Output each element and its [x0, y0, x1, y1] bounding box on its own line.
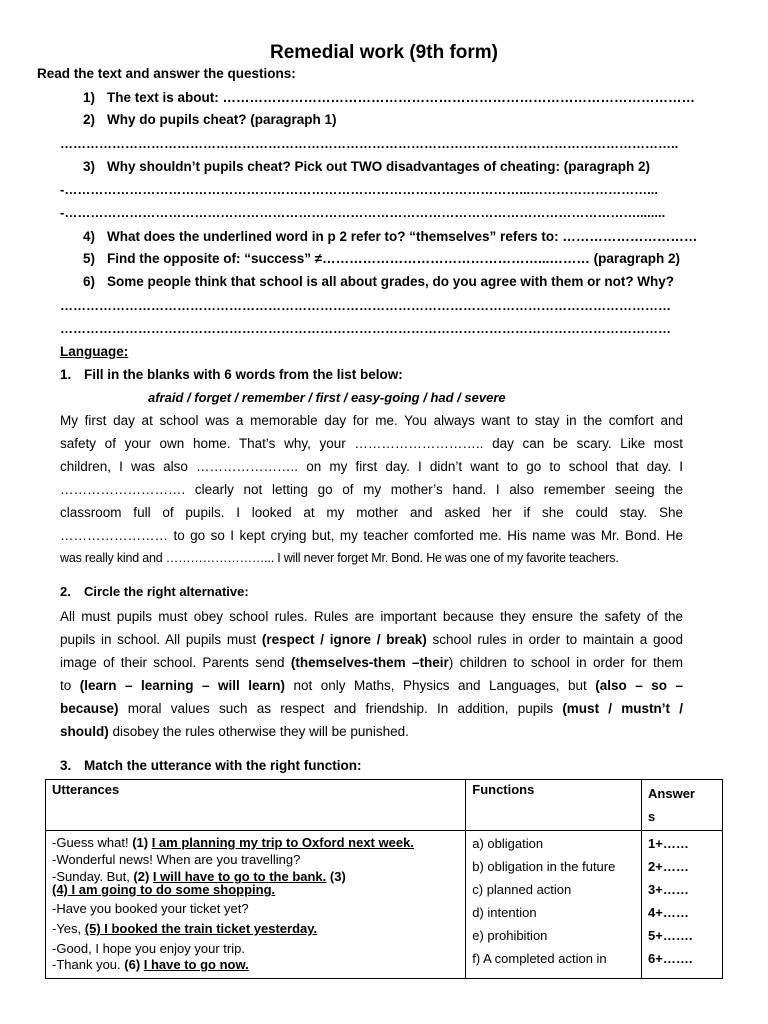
utterance-line: (4) I am going to do some shopping. [52, 882, 276, 897]
question-6: 6) Some people think that school is all about grades, do you agree with them or not? Why? [83, 274, 675, 289]
text-line: children, I was also ………………….. on my first day. I didn’t want to go to school that day. I [60, 459, 683, 474]
question-1: 1) The text is about: …………………………………………………………………………………………… [83, 90, 696, 105]
function-item: f) A completed action in [472, 951, 607, 966]
alternatives[interactable]: (respect / ignore / break) [261, 632, 427, 647]
exercise-3-heading: 3. Match the utterance with the right function: [60, 758, 362, 773]
exercise-1-text [60, 409, 683, 570]
alternatives[interactable]: (must / mustn’t / [562, 701, 684, 716]
text-line: should) disobey the rules otherwise they will be punished. [60, 724, 409, 739]
answer-line-q6b[interactable]: …………………………………………………………………………………………………………………………… [60, 321, 671, 336]
text-line: All must pupils must obey school rules. Rules are important because they ensure the safety of the [60, 609, 683, 624]
functions-cell [466, 831, 642, 979]
function-item: c) planned action [472, 882, 572, 897]
text-line: classroom full of pupils. I looked at my mother and asked her if she could stay. She [60, 505, 683, 520]
answer-line-q3a[interactable]: -……………………………………………………………………………………………...………………………... [60, 182, 658, 197]
answer-slot[interactable]: 6+……. [648, 951, 693, 966]
answer-slot[interactable]: 2+…… [648, 859, 689, 874]
text-line: was really kind and ……………………... I will never forget Mr. Bond. He was one of my favorite teachers. [60, 551, 619, 565]
function-item: e) prohibition [472, 928, 548, 943]
text-line: My first day at school was a memorable day for me. You always want to stay in the comfort and [60, 413, 683, 428]
utterance-line: -Have you booked your ticket yet? [52, 901, 249, 916]
function-item: a) obligation [472, 836, 544, 851]
language-heading: Language: [60, 344, 129, 359]
alternatives[interactable]: (learn – learning – will learn) [79, 678, 285, 693]
header-functions: Functions [466, 780, 642, 831]
text-line: …………………… to go so I kept crying but, my teacher comforted me. His name was Mr. Bond. He [60, 528, 683, 543]
text-line: ………………………. clearly not letting go of my mother’s hand. I also remember seeing the [60, 482, 683, 497]
alternatives[interactable]: should) [60, 724, 109, 739]
answer-line-q3b[interactable]: -……………………………………………………………………………………………………………………........ [60, 205, 666, 220]
utterances-cell [46, 831, 466, 979]
utterance-line: -Wonderful news! When are you travelling? [52, 852, 301, 867]
utterance-line: -Thank you. (6) I have to go now. [52, 957, 249, 972]
answer-slot[interactable]: 5+……. [648, 928, 693, 943]
page-title: Remedial work (9th form) [269, 42, 499, 63]
question-2: 2) Why do pupils cheat? (paragraph 1) [83, 112, 337, 127]
alternatives[interactable]: (themselves-them –their [290, 655, 449, 670]
text-line: because) moral values such as respect and friendship. In addition, pupils (must / mustn’t / [60, 701, 684, 716]
exercise-2-text [60, 605, 683, 743]
answer-slot[interactable]: 4+…… [648, 905, 689, 920]
text-line: safety of your own home. That’s why, your ……………………….. day can be scary. Like most [60, 436, 683, 451]
function-item: d) intention [472, 905, 537, 920]
question-4: 4) What does the underlined word in p 2 refer to? “themselves” refers to: ………………………… [83, 229, 698, 244]
utterance-line: -Yes, (5) I booked the train ticket yesterday. [52, 921, 318, 936]
word-list: afraid / forget / remember / first / easy-going / had / severe [148, 390, 506, 405]
matching-table [45, 779, 723, 979]
answer-slot[interactable]: 1+…… [648, 836, 689, 851]
answer-line-q6a[interactable]: …………………………………………………………………………………………………………………………… [60, 298, 671, 313]
alternatives[interactable]: because) [60, 701, 119, 716]
utterance-line: -Guess what! (1) I am planning my trip to Oxford next week. [52, 835, 414, 850]
alternatives[interactable]: (also – so – [595, 678, 683, 693]
exercise-1-heading: 1. Fill in the blanks with 6 words from the list below: [60, 367, 403, 382]
answer-slot[interactable]: 3+…… [648, 882, 689, 897]
function-item: b) obligation in the future [472, 859, 616, 874]
text-line: pupils in school. All pupils must (respect / ignore / break) school rules in order to maintain a good [60, 632, 684, 647]
question-3: 3) Why shouldn’t pupils cheat? Pick out TWO disadvantages of cheating: (paragraph 2) [83, 159, 651, 174]
text-line: image of their school. Parents send (themselves-them –their) children to school in order for them [60, 655, 683, 670]
question-5: 5) Find the opposite of: “success” ≠…………………………………………...……… (paragraph 2) [83, 251, 680, 266]
text-line: to (learn – learning – will learn) not only Maths, Physics and Languages, but (also – so – [60, 678, 683, 693]
header-answers: Answer s [642, 780, 723, 831]
exercise-2-heading: 2. Circle the right alternative: [60, 584, 249, 599]
utterance-line: -Good, I hope you enjoy your trip. [52, 941, 245, 956]
answers-cell [642, 831, 723, 979]
utterance-line: -Sunday. But, (2) I will have to go to the bank. (3) [52, 869, 346, 884]
header-utterances: Utterances [46, 780, 466, 831]
answer-line-q2[interactable]: …………………………………………………………………………………………………………………………….. [60, 136, 679, 151]
instructions: Read the text and answer the questions: [37, 66, 296, 81]
